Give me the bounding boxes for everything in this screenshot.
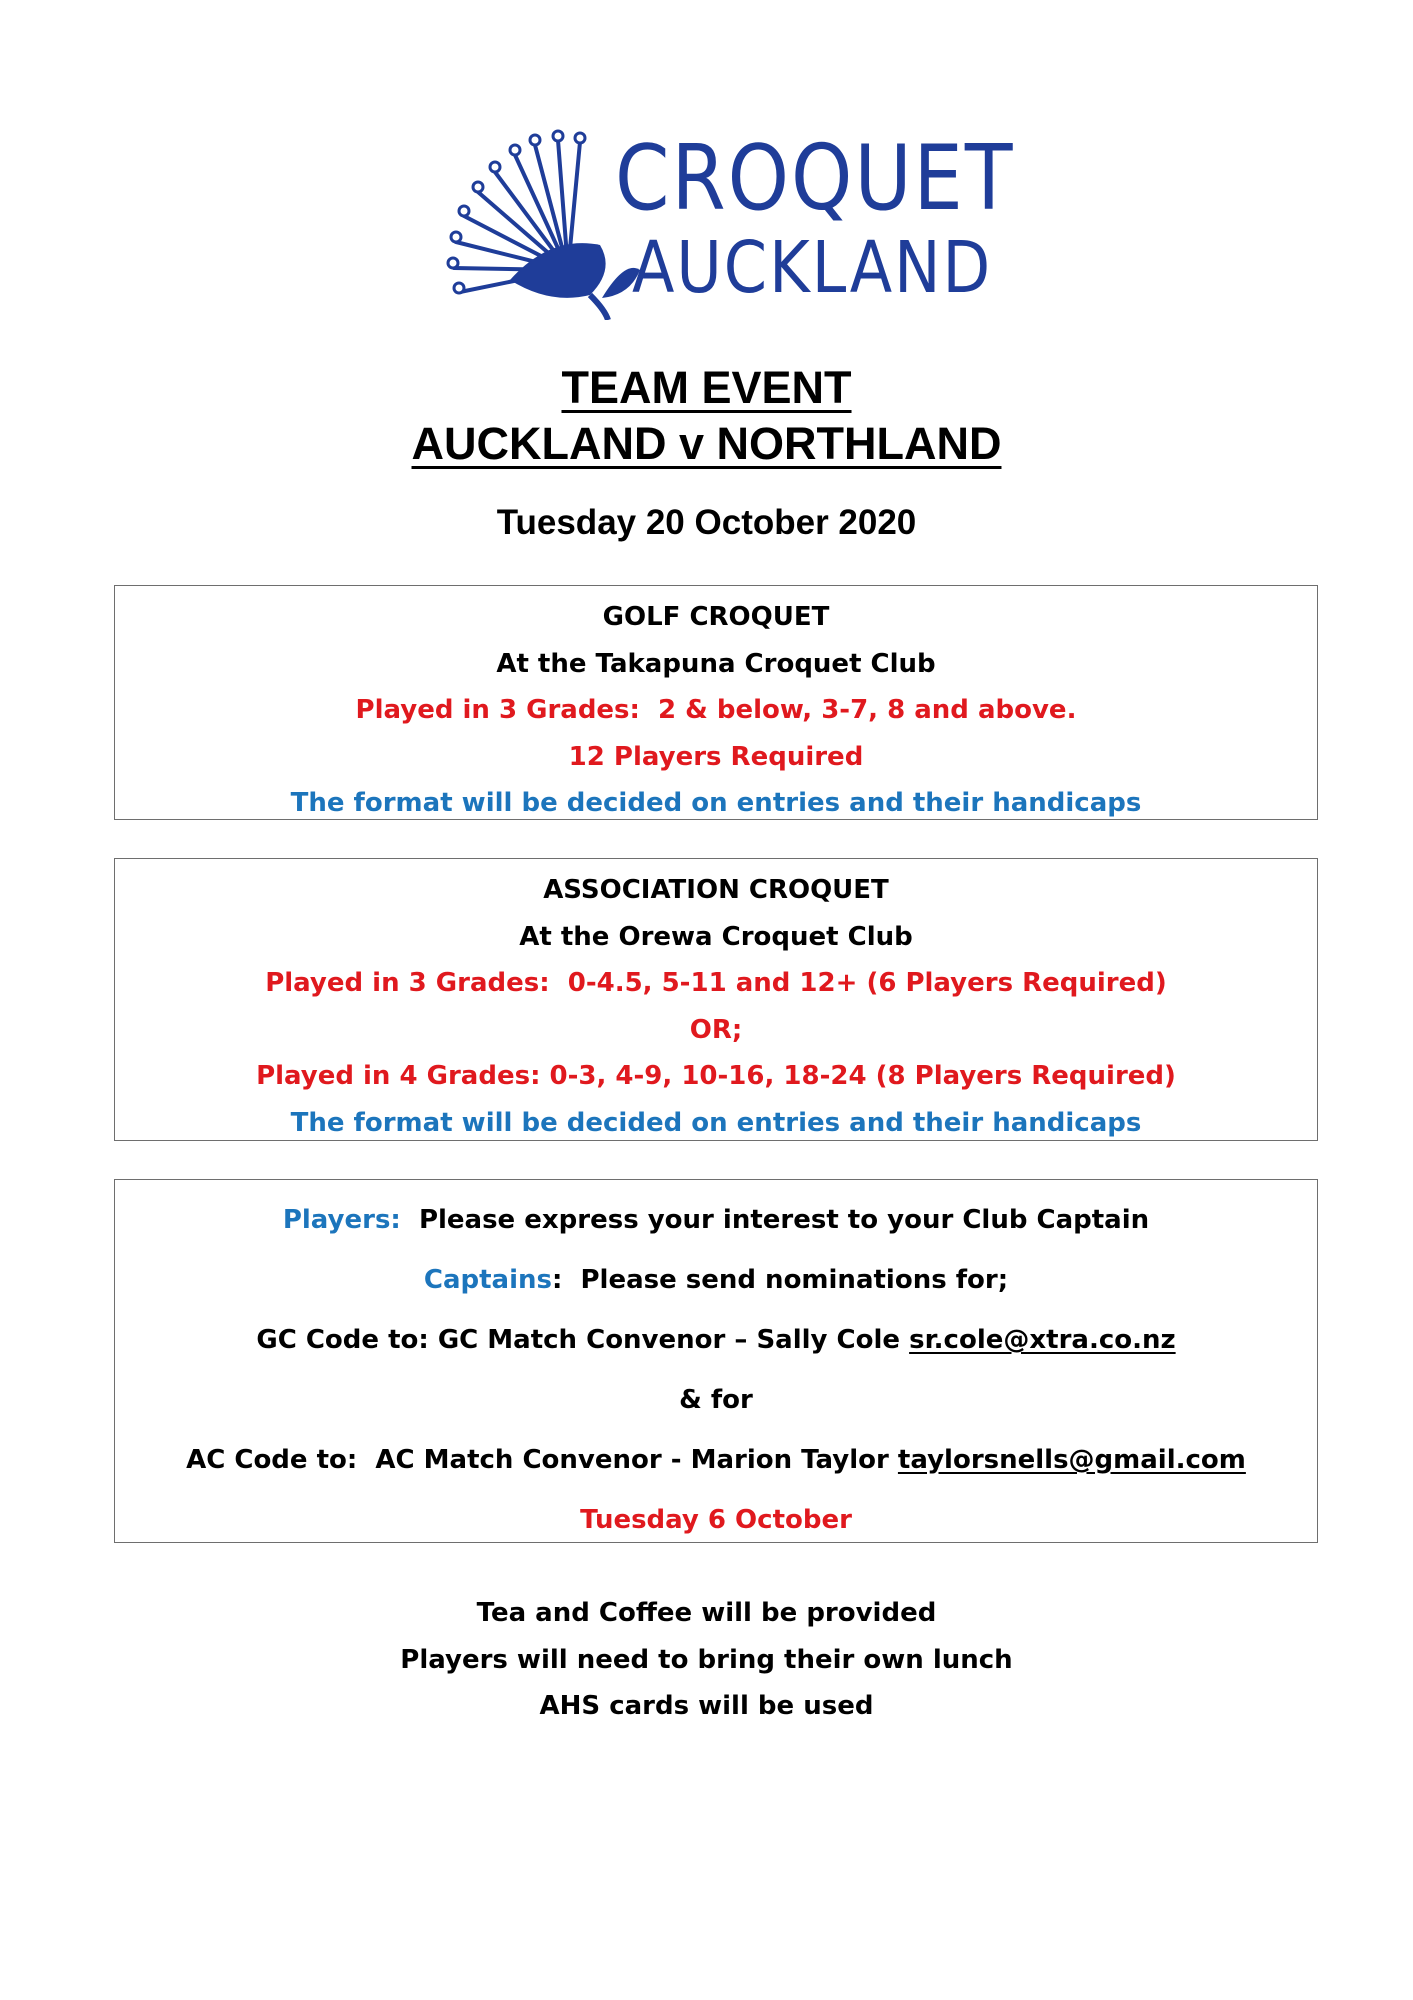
- association-heading: ASSOCIATION CROQUET: [543, 875, 889, 905]
- ac-code-line: [115, 1430, 1317, 1490]
- nominations-box: [114, 1179, 1318, 1543]
- golf-format: The format will be decided on entries and their handicaps: [290, 788, 1142, 818]
- logo-word-auckland: AUCKLAND: [632, 225, 993, 310]
- title-matchup: AUCKLAND v NORTHLAND: [411, 418, 1002, 469]
- footer-ahs-cards: AHS cards will be used: [539, 1691, 874, 1721]
- gc-code-line: [115, 1310, 1317, 1370]
- players-label: Players:: [282, 1205, 401, 1235]
- association-option-1: Played in 3 Grades: 0-4.5, 5-11 and 12+ (6 Players Required): [265, 968, 1167, 998]
- association-venue: At the Orewa Croquet Club: [519, 921, 913, 952]
- croquet-auckland-logo: [440, 120, 1015, 320]
- gc-email-link[interactable]: sr.cole@xtra.co.nz: [909, 1325, 1176, 1355]
- footer-lunch: Players will need to bring their own lunch: [400, 1644, 1013, 1675]
- footer-notes: [0, 1590, 1413, 1730]
- event-date: Tuesday 20 October 2020: [496, 503, 917, 542]
- golf-croquet-box: [114, 585, 1318, 820]
- association-or: OR;: [689, 1014, 743, 1045]
- players-line: [115, 1190, 1317, 1250]
- ac-email-link[interactable]: taylorsnells@gmail.com: [897, 1445, 1246, 1475]
- captains-line: [115, 1250, 1317, 1310]
- association-option-2: Played in 4 Grades: 0-3, 4-9, 10-16, 18-24 (8 Players Required): [256, 1061, 1176, 1091]
- golf-heading: GOLF CROQUET: [602, 602, 830, 632]
- and-for: & for: [679, 1385, 753, 1415]
- captains-text: : Please send nominations for;: [551, 1265, 1009, 1295]
- footer-tea-coffee: Tea and Coffee will be provided: [476, 1598, 937, 1628]
- golf-players: 12 Players Required: [568, 741, 864, 772]
- ac-code-text: AC Code to: AC Match Convenor - Marion Taylor: [186, 1445, 889, 1475]
- golf-venue: At the Takapuna Croquet Club: [496, 648, 936, 679]
- flower-icon: [440, 120, 640, 320]
- gc-code-text: GC Code to: GC Match Convenor – Sally Cole: [256, 1325, 901, 1355]
- nomination-deadline: Tuesday 6 October: [580, 1505, 852, 1535]
- title-team-event: TEAM EVENT: [561, 362, 852, 413]
- logo-word-croquet: CROQUET: [615, 127, 1015, 231]
- players-text: Please express your interest to your Club Captain: [418, 1205, 1150, 1235]
- association-format: The format will be decided on entries and their handicaps: [290, 1107, 1142, 1138]
- association-croquet-box: [114, 858, 1318, 1141]
- captains-label: Captains: [423, 1265, 552, 1295]
- golf-grades: Played in 3 Grades: 2 & below, 3-7, 8 and above.: [355, 695, 1077, 725]
